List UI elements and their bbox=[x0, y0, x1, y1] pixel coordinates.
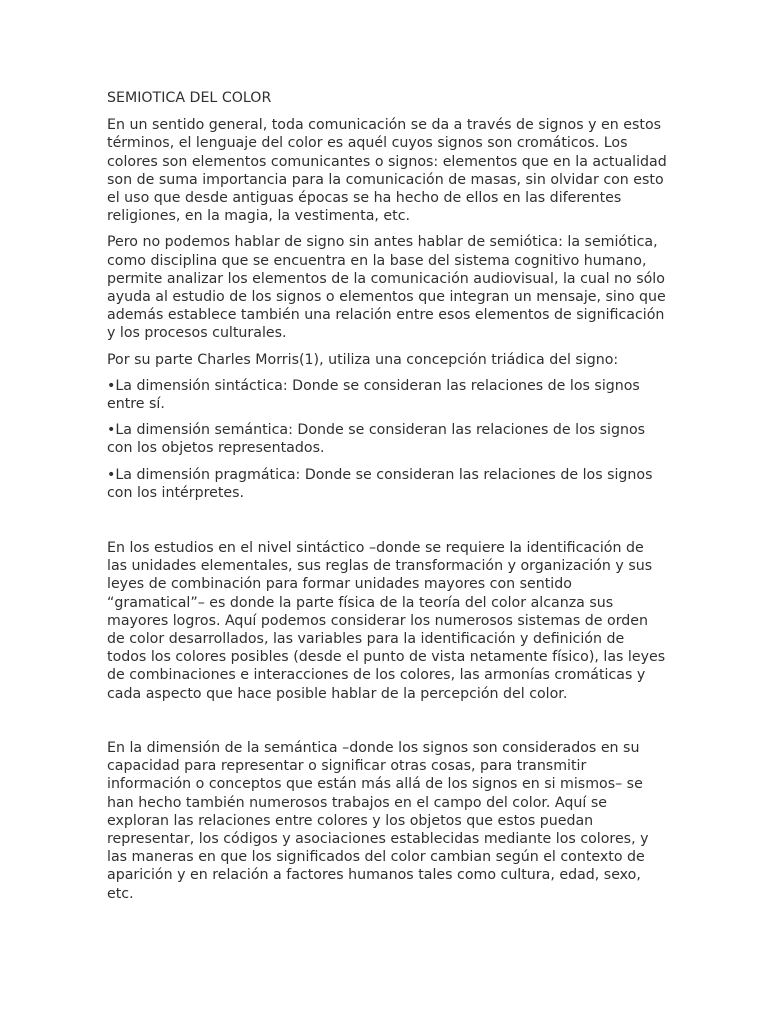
bullet-pragmatica: •La dimensión pragmática: Donde se consideran las relaciones de los signos con los intérpretes. bbox=[107, 466, 653, 501]
paragraph-intro: En un sentido general, toda comunicación se da a través de signos y en estos términos, el lenguaje del color es aquél cuyos signos son cromáticos. Los colores son elementos comunicantes o signos: elementos que en la actualidad son de suma importancia para la comunicación de masas, sin olvidar con esto el uso que desde antiguas épocas se ha hecho de ellos en las diferentes religiones, en la magia, la vestimenta, etc. bbox=[107, 117, 667, 225]
document-title: SEMIOTICA DEL COLOR bbox=[107, 90, 272, 106]
document-body bbox=[107, 89, 667, 911]
bullet-sintactica: •La dimensión sintáctica: Donde se consideran las relaciones de los signos entre sí. bbox=[107, 377, 640, 413]
paragraph-morris: Por su parte Charles Morris(1), utiliza una concepción triádica del signo: bbox=[107, 351, 619, 368]
bullet-semantica: •La dimensión semántica: Donde se consideran las relaciones de los signos con los objetos representados. bbox=[107, 422, 646, 457]
paragraph-nivel-sintactico: En los estudios en el nivel sintáctico –donde se requiere la identificación de las unidades elementales, sus reglas de transformación y organización y sus leyes de combinación para formar unidades mayores con sentido “gramatical”– es donde la parte física de la teoría del color alcanza sus mayores logros. Aquí podemos considerar los numerosos sistemas de orden de color desarrollados, las variables para la identificación y definición de todos los colores posibles (desde el punto de vista netamente físico), las leyes de combinaciones e interacciones de los colores, las armonías cromáticas y cada aspecto que hace posible hablar de la percepción del color. bbox=[107, 540, 666, 702]
paragraph-dimension-semantica: En la dimensión de la semántica –donde los signos son considerados en su capacidad para representar o significar otras cosas, para transmitir información o conceptos que están más allá de los signos en si mismos– se han hecho también numerosos trabajos en el campo del color. Aquí se exploran las relaciones entre colores y los objetos que estos puedan representar, los códigos y asociaciones establecidas mediante los colores, y las maneras en que los significados del color cambian según el contexto de aparición y en relación a factores humanos tales como cultura, edad, sexo, etc. bbox=[107, 739, 649, 902]
paragraph-semiotica: Pero no podemos hablar de signo sin antes hablar de semiótica: la semiótica, como disciplina que se encuentra en la base del sistema cognitivo humano, permite analizar los elementos de la comunicación audiovisual, la cual no sólo ayuda al estudio de los signos o elementos que integran un mensaje, sino que además establece también una relación entre esos elementos de significación y los procesos culturales. bbox=[107, 234, 666, 342]
